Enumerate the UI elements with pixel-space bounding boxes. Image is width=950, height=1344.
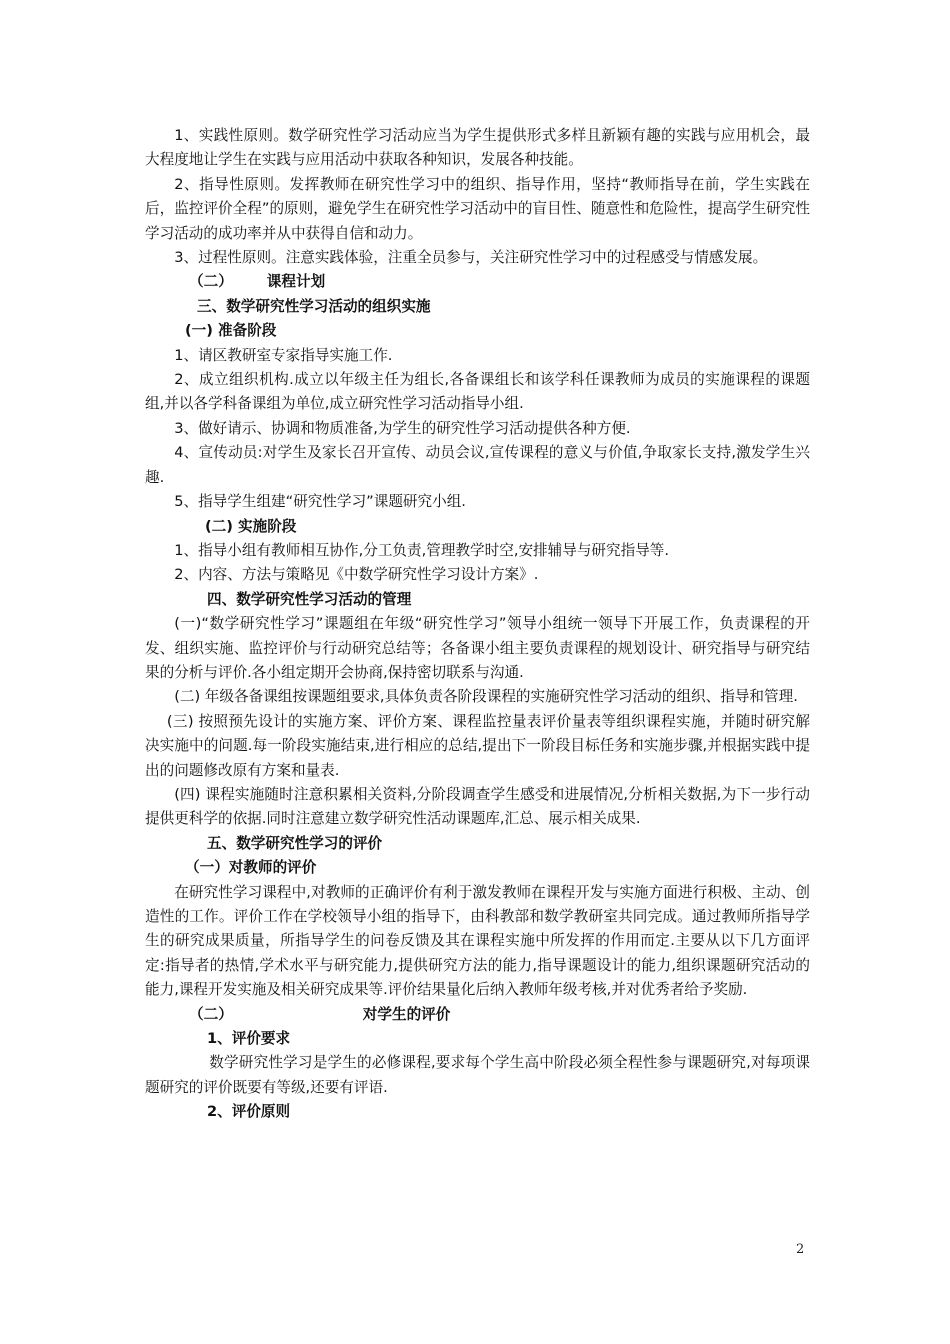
principle-guidance: 2、指导性原则。发挥教师在研究性学习中的组织、指导作用，坚持“教师指导在前，学生实践在后，监控评价全程”的原则，避免学生在研究性学习活动中的盲目性、随意性和危险性，提高学生研究性学习活动的成功率并从中获得自信和动力。 [145, 175, 810, 242]
principle-process: 3、过程性原则。注意实践体验，注重全员参与，关注研究性学习中的过程感受与情感发展。 [174, 249, 768, 267]
course-plan-title: 课程计划 [266, 273, 326, 291]
prep-stage-title: (一) 准备阶段 [185, 322, 277, 340]
eval-requirement-text: 数学研究性学习是学生的必修课程,要求每个学生高中阶段必须全程性参与课题研究,对每项课题研究的评价既要有等级,还要有评语. [145, 1054, 810, 1096]
prep-item-1: 1、请区教研室专家指导实施工作. [174, 346, 393, 364]
manage-item-3: (三) 按照预先设计的实施方案、评价方案、课程监控量表评价量表等组织课程实施，并随时研究解决实施中的问题.每一阶段实施结束,进行相应的总结,提出下一阶段目标任务和实施步骤,并根据实践中提出的问题修改原有方案和量表. [145, 712, 810, 779]
principle-practice: 1、实践性原则。数学研究性学习活动应当为学生提供形式多样且新颖有趣的实践与应用机会，最大程度地让学生在实践与应用活动中获取各种知识，发展各种技能。 [145, 127, 810, 169]
manage-item-4: (四) 课程实施随时注意积累相关资料,分阶段调查学生感受和进展情况,分析相关数据,为下一步行动提供更科学的依据.同时注意建立数学研究性活动课题库,汇总、展示相关成果. [145, 785, 810, 828]
course-plan-num: （二） [189, 273, 233, 291]
student-eval-num: （二） [189, 1005, 233, 1023]
manage-item-1: (一)“数学研究性学习”课题组在年级“研究性学习”领导小组统一领导下开展工作，负责课程的开发、组织实施、监控评价与行动研究总结等；各备课小组主要负责课程的规划设计、研究指导与研究结果的分析与评价.各小组定期开会协商,保持密切联系与沟通. [145, 615, 810, 681]
manage-item-2: (二) 年级各备课组按课题组要求,具体负责各阶段课程的实施研究性学习活动的组织、指导和管理. [174, 688, 798, 706]
course-plan-heading [145, 270, 810, 294]
eval-principle-title: 2、评价原则 [207, 1103, 291, 1121]
impl-item-2: 2、内容、方法与策略见《中数学研究性学习设计方案》. [174, 566, 539, 584]
student-eval-title: 对学生的评价 [362, 1005, 451, 1023]
prep-item-3: 3、做好请示、协调和物质准备,为学生的研究性学习活动提供各种方便. [174, 419, 631, 437]
teacher-eval-text: 在研究性学习课程中,对教师的正确评价有利于激发教师在课程开发与实施方面进行积极、主动、创造性的工作。评价工作在学校领导小组的指导下，由科教部和数学教研室共同完成。通过教师所指导学生的研究成果质量，所指导学生的问卷反馈及其在课程实施中所发挥的作用而定.主要从以下几方面评定:指导者的热情,学术水平与研究能力,提供研究方法的能力,指导课题设计的能力,组织课题研究活动的能力,课程开发实施及相关研究成果等.评价结果量化后纳入教师年级考核,并对优秀者给予奖励. [145, 883, 810, 999]
eval-requirement-title: 1、评价要求 [207, 1030, 291, 1048]
impl-stage-title: (二) 实施阶段 [205, 517, 297, 535]
teacher-eval-title: （一）对教师的评价 [185, 859, 317, 877]
section5-title: 五、数学研究性学习的评价 [207, 834, 383, 852]
impl-item-1: 1、指导小组有教师相互协作,分工负责,管理教学时空,安排辅导与研究指导等. [174, 541, 670, 559]
student-eval-heading [145, 1003, 810, 1027]
document-body [145, 124, 810, 1125]
prep-item-4: 4、宣传动员:对学生及家长召开宣传、动员会议,宣传课程的意义与价值,争取家长支持,激发学生兴趣. [145, 444, 810, 486]
section4-title: 四、数学研究性学习活动的管理 [207, 590, 412, 608]
prep-item-2: 2、成立组织机构.成立以年级主任为组长,各备课组长和该学科任课教师为成员的实施课程的课题组,并以各学科备课组为单位,成立研究性学习活动指导小组. [145, 371, 810, 413]
section3-title: 三、数学研究性学习活动的组织实施 [197, 297, 431, 315]
prep-item-5: 5、指导学生组建“研究性学习”课题研究小组. [174, 493, 466, 511]
page-number: 2 [796, 1242, 805, 1257]
